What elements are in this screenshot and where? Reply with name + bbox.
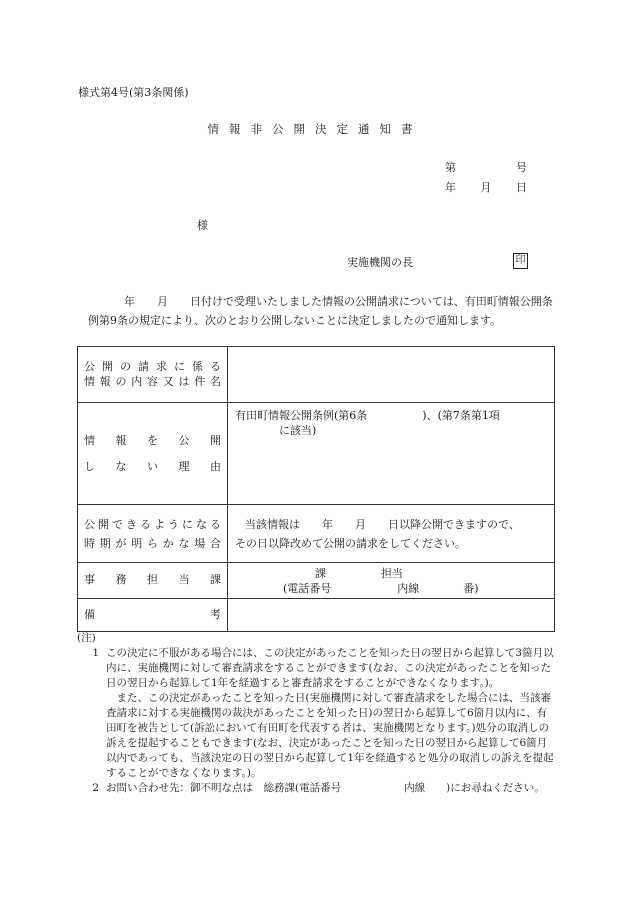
- table-row: [78, 505, 555, 563]
- remarks-value: [228, 599, 555, 632]
- disclosure-timing-label: 公開できるようになる 時期が明らかな場合: [78, 505, 228, 563]
- remarks-label: 備考: [78, 599, 228, 632]
- department-value: 課 担当 (電話番号 内線 番): [228, 563, 555, 599]
- table-row: [78, 347, 555, 403]
- disclosure-timing-value: 当該情報は 年 月 日以降公開できますので、 その日以降改めて公開の請求をしてください。: [228, 505, 555, 563]
- non-disclosure-reason-label: 情報を公開 しない理由: [78, 403, 228, 505]
- decision-table: [77, 346, 555, 632]
- list-item: [77, 646, 557, 781]
- number-suffix: 号: [516, 161, 527, 174]
- note-paragraph: この決定に不服がある場合には、この決定があったことを知った日の翌日から起算して3箇月以内に、実施機関に対して審査請求をすることができます(なお、この決定があったことを知った日の翌日から起算して1年を経過すると審査請求をすることができなくなります。)。: [106, 647, 554, 689]
- date-year: 年: [445, 181, 456, 194]
- number-prefix: 第: [445, 161, 456, 174]
- non-disclosure-reason-value: 有田町情報公開条例(第6条 )、(第7条第1項 に該当): [228, 403, 555, 505]
- note-number: 1: [92, 647, 99, 659]
- table-row: [78, 563, 555, 599]
- note-number: 2: [92, 782, 99, 794]
- request-subject-value: [228, 347, 555, 403]
- addressee-suffix: 様: [197, 219, 208, 232]
- date-month: 月: [480, 181, 492, 194]
- note-paragraph: また、この決定があったことを知った日(実施機関に対して審査請求をした場合には、当該審査請求に対する実施機関の裁決があったことを知った日)の翌日から起算して6箇月以内に、有田町を被告として(訴訟において有田町を代表する者は、実施機関となります。)処分の取消しの訴えを提起することもできます(なお、決定があったことを知った日の翌日から起算して6箇月以内であっても、当該決定の日の翌日から起算して1年を経過すると処分の取消しの訴えを提起することができなくなります。)。: [106, 692, 554, 779]
- body-sentence: 日付けで受理いたしました情報の公開請求については、有田町情報公開条例第9条の規定により、次のとおり公開しないことに決定しましたので通知します。: [88, 295, 553, 327]
- table-row: [78, 599, 555, 632]
- list-item: [77, 781, 557, 796]
- date-day: 日: [516, 181, 527, 194]
- table-row: [78, 403, 555, 505]
- body-year: 年: [124, 295, 135, 308]
- notes-heading: (注): [77, 632, 96, 644]
- request-subject-label: 公開の請求に係る 情報の内容又は件名: [78, 347, 228, 403]
- notice-body: [88, 292, 554, 330]
- issue-date-line: [445, 181, 527, 196]
- issuer-label: 実施機関の長: [347, 256, 413, 269]
- department-label: 事務担当課: [78, 563, 228, 599]
- seal-mark: 印: [513, 253, 528, 269]
- note-paragraph: お問い合わせ先：御不明な点は 総務課(電話番号 内線 )にお尋ねください。: [106, 782, 545, 794]
- document-number-line: [445, 161, 527, 176]
- body-month: 月: [157, 295, 168, 308]
- page-title: 情報非公開決定通知書: [207, 122, 423, 136]
- notes-section: [77, 631, 557, 796]
- form-number: 様式第4号(第3条関係): [78, 86, 189, 99]
